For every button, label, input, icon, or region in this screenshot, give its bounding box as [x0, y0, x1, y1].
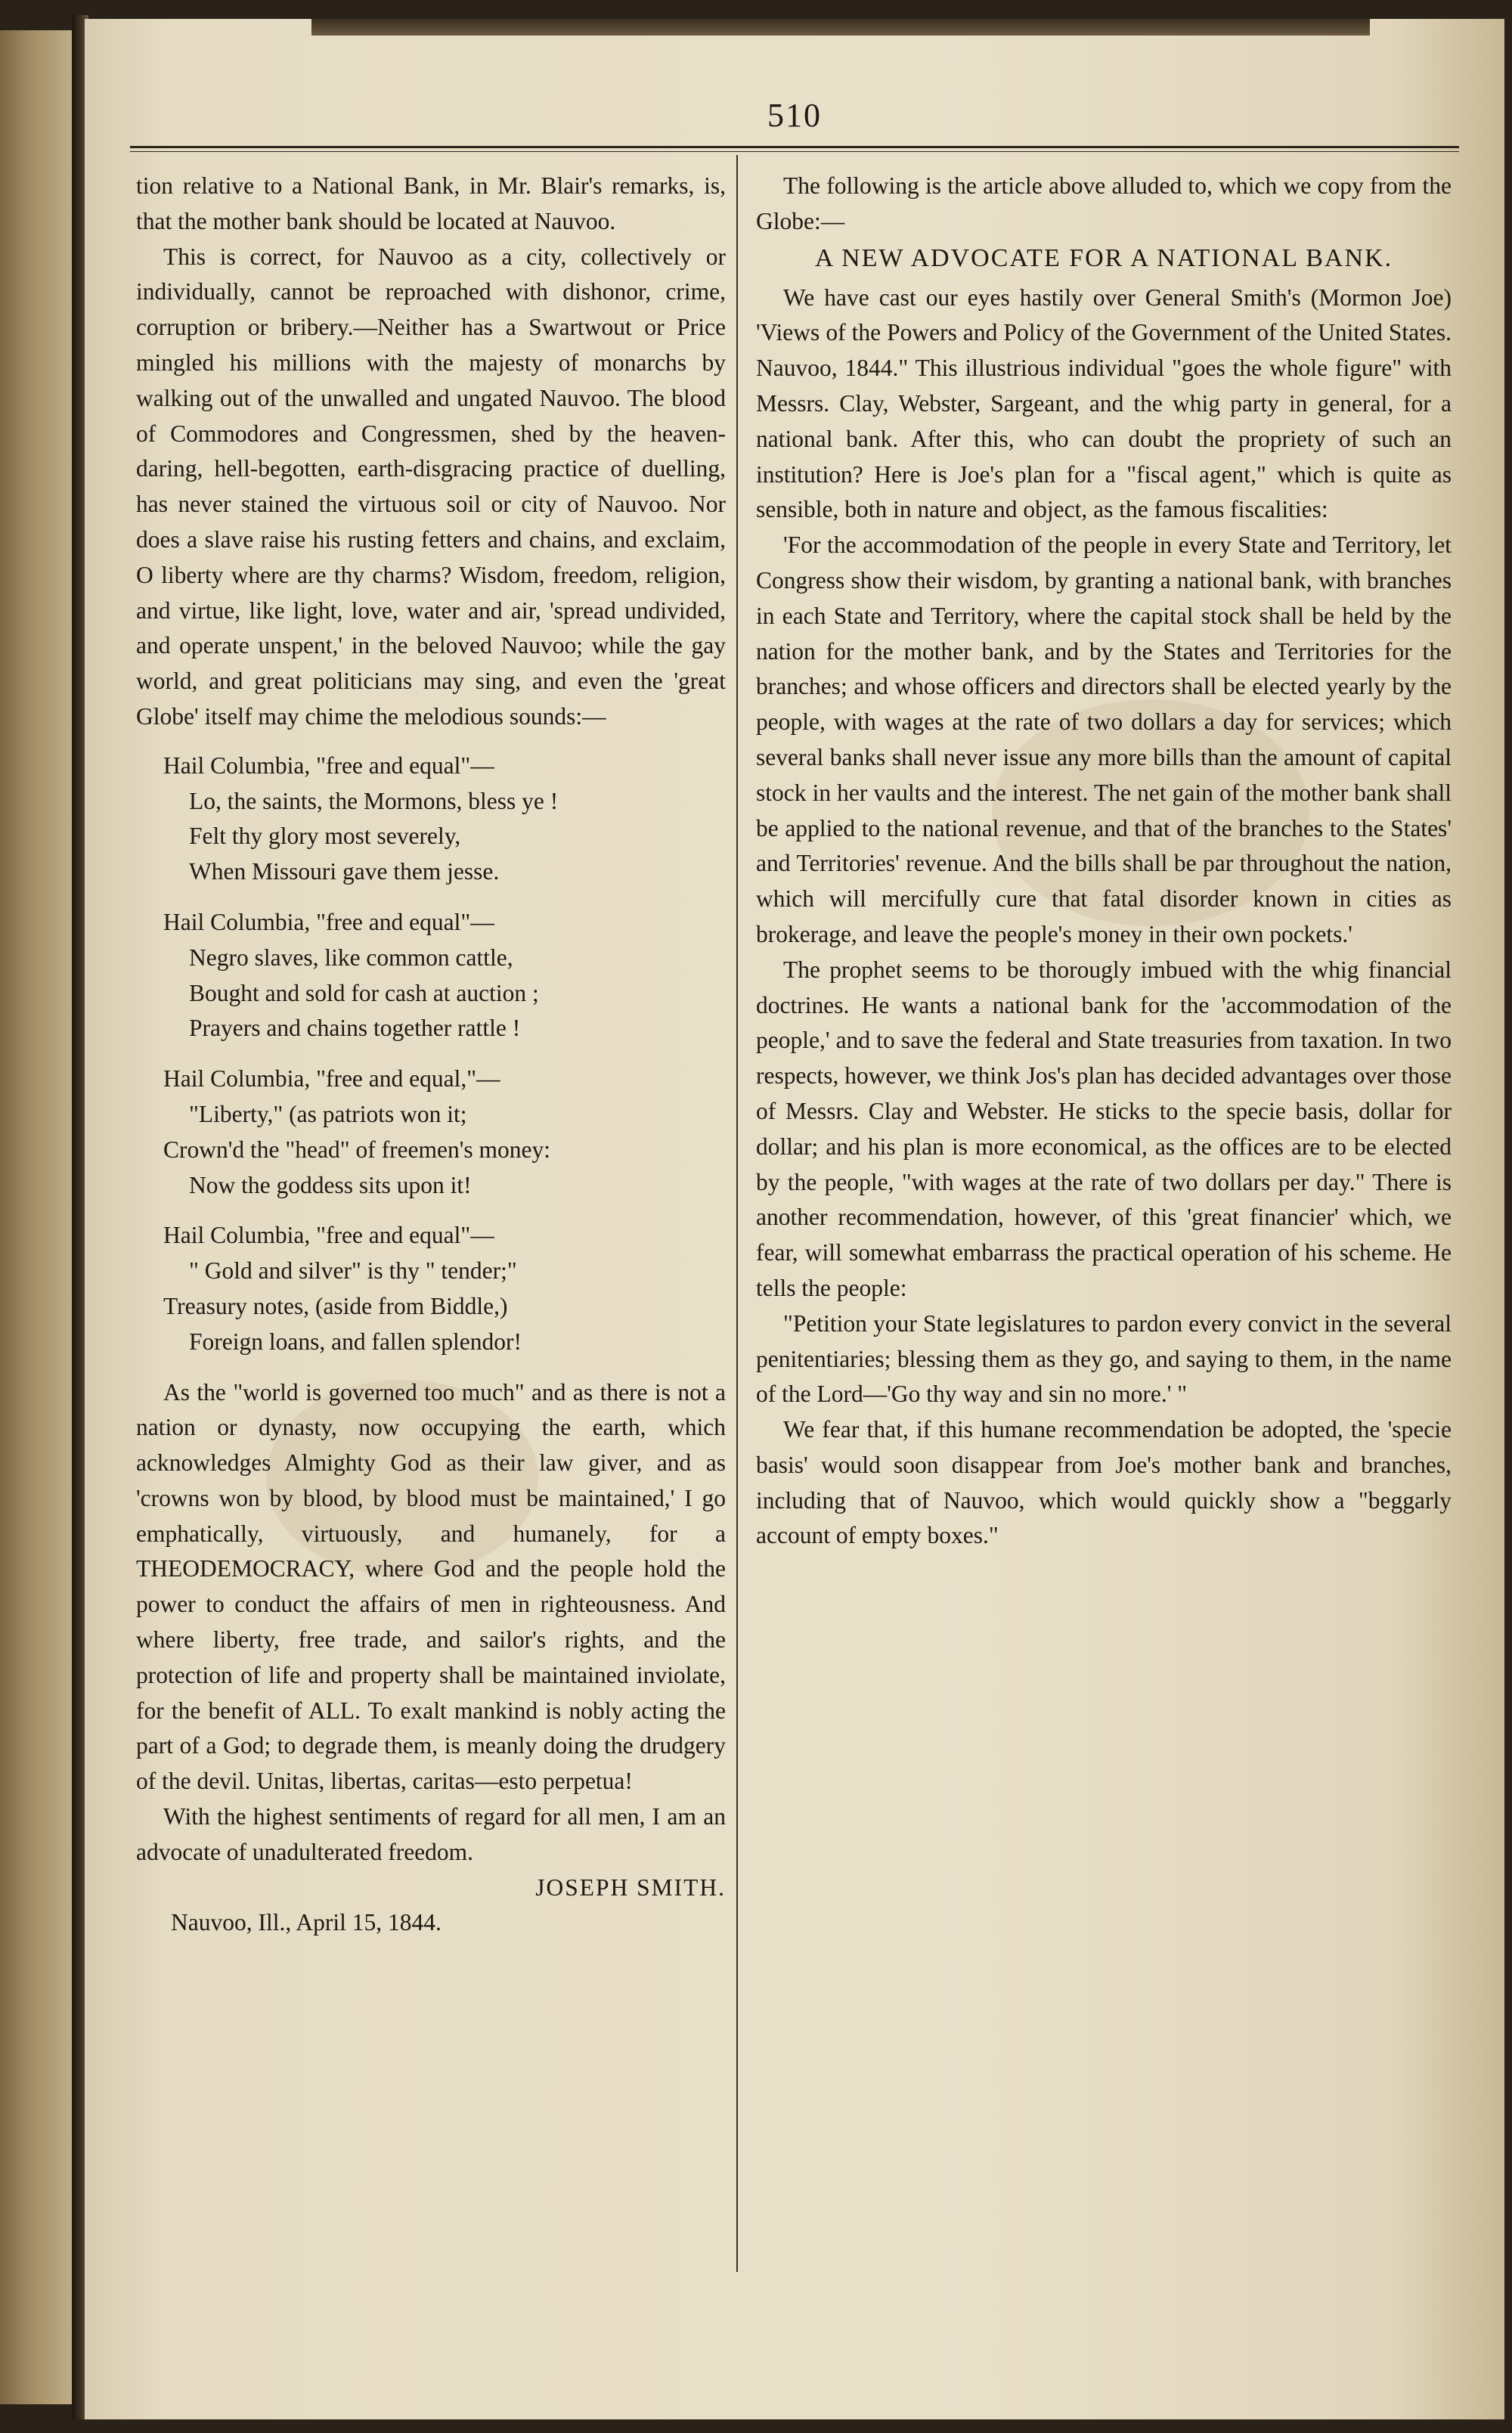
- verse-line: Foreign loans, and fallen splendor!: [189, 1328, 522, 1355]
- header-rule: [130, 146, 1459, 152]
- signature-name: JOSEPH SMITH.: [535, 1874, 726, 1901]
- paragraph: With the highest sentiments of regard for all men, I am an advocate of unadulterated freedom.: [136, 1803, 726, 1865]
- verse-line: "Liberty," (as patriots won it;: [189, 1100, 467, 1127]
- continued-paragraph: tion relative to a National Bank, in Mr. Blair's remarks, is, that the mother bank should be located at Nauvoo.: [136, 172, 726, 234]
- verse-line: Crown'd the "head" of freemen's money:: [163, 1136, 551, 1163]
- page-top-edge: [311, 19, 1370, 36]
- paragraph: As the "world is governed too much" and as there is not a nation or dynasty, now occupying the earth, which acknowledges Almighty God as their law giver, and as 'crowns won by blood, by blood must be maintained,' I go emphatically, virtuously, and humanely, for a THEODEMOCRACY, where God and the people hold the power to conduct the affairs of men in righteousness. And where liberty, free trade, and sailor's rights, and the protection of life and property shall be maintained inviolate, for the benefit of ALL. To exalt mankind is nobly acting the part of a God; to degrade them, is meanly doing the drudgery of the devil. Unitas, libertas, caritas—esto perpetua!: [136, 1378, 726, 1795]
- verse-line: Bought and sold for cash at auction ;: [189, 979, 539, 1006]
- verse-line: Treasury notes, (aside from Biddle,): [163, 1292, 508, 1319]
- article-heading: A NEW ADVOCATE FOR A NATIONAL BANK.: [814, 243, 1393, 272]
- verse-line: Hail Columbia, "free and equal,"—: [163, 1065, 500, 1093]
- right-column: [756, 169, 1452, 1554]
- newspaper-page: [85, 19, 1504, 2419]
- verse-line: Hail Columbia, "free and equal"—: [163, 1222, 494, 1249]
- column-divider: [736, 155, 738, 2272]
- signature-place-date: Nauvoo, Ill., April 15, 1844.: [171, 1909, 442, 1936]
- verse-line: Hail Columbia, "free and equal"—: [163, 908, 494, 935]
- facing-page-edge: [0, 30, 72, 2404]
- page-number: 510: [767, 97, 822, 134]
- left-column: [136, 169, 726, 1941]
- verse-stanza: [136, 905, 726, 1046]
- verse-line: Felt thy glory most severely,: [189, 823, 461, 850]
- paragraph: We have cast our eyes hastily over General Smith's (Mormon Joe) 'Views of the Powers and Policy of the Government of the United States. Nauvoo, 1844." This illustrious individual "goes the whole figure" with Messrs. Clay, Webster, Sargeant, and the whig party in general, for a national bank. After this, who can doubt the propriety of such an institution? Here is Joe's plan for a "fiscal agent," which is quite as sensible, both in nature and object, as the famous fiscalities:: [756, 284, 1452, 523]
- paragraph: We fear that, if this humane recommendation be adopted, the 'specie basis' would soon disappear from Joe's mother bank and branches, including that of Nauvoo, which would quickly show a "beggarly account of empty boxes.": [756, 1416, 1452, 1549]
- paragraph: "Petition your State legislatures to pardon every convict in the several penitentiaries; blessing them as they go, and saying to them, in the name of the Lord—'Go thy way and sin no more.' ": [756, 1309, 1452, 1408]
- verse-line: Prayers and chains together rattle !: [189, 1015, 521, 1042]
- paragraph: This is correct, for Nauvoo as a city, collectively or individually, cannot be reproached with dishonor, crime, corruption or bribery.—Neither has a Swartwout or Price mingled his millions with the majesty of monarchs by walking out of the unwalled and ungated Nauvoo. The blood of Commodores and Congressmen, shed by the heaven-daring, hell-begotten, earth-disgracing practice of duelling, has never stained the virtuous soil or city of Nauvoo. Nor does a slave raise his rusting fetters and chains, and exclaim, O liberty where are thy charms? Wisdom, freedom, religion, and virtue, like light, love, water and air, 'spread undivided, and operate unspent,' in the beloved Nauvoo; while the gay world, and great politicians may sing, and even the 'great Globe' itself may chime the melodious sounds:—: [136, 243, 726, 730]
- verse-stanza: [136, 1062, 726, 1203]
- paragraph: The prophet seems to be thorougly imbued with the whig financial doctrines. He wants a national bank for the 'accommodation of the people,' and to save the federal and State treasuries from taxation. In two respects, however, we think Jos's plan has decided advantages over those of Messrs. Clay and Webster. He sticks to the specie basis, dollar for dollar; and his plan is more economical, as the offices are to be elected by the people, "with wages at the rate of two dollars per day." There is another recommendation, however, of this 'great financier' which, we fear, will somewhat embarrass the practical operation of his scheme. He tells the people:: [756, 956, 1452, 1301]
- verse-stanza: [136, 1218, 726, 1359]
- verse-line: Now the goddess sits upon it!: [189, 1171, 472, 1198]
- verse-stanza: [136, 748, 726, 890]
- verse-line: Hail Columbia, "free and equal"—: [163, 752, 494, 779]
- paragraph: 'For the accommodation of the people in every State and Territory, let Congress show their wisdom, by granting a national bank, with branches in each State and Territory, where the capital stock shall be held by the nation for the mother bank, and by the States and Territories for the branches; and whose officers and directors shall be elected yearly by the people, with wages at the rate of two dollars a day for services; which several banks shall never issue any more bills than the amount of capital stock in her vaults and the interest. The net gain of the mother bank shall be applied to the national revenue, and that of the branches to the States' and Territories' revenue. And the bills shall be par throughout the nation, which will mercifully cure that fatal disorder known in cities as brokerage, and leave the people's money in their own pockets.': [756, 532, 1452, 947]
- signature-block: [136, 1870, 726, 1906]
- verse-line: Lo, the saints, the Mormons, bless ye !: [189, 787, 559, 814]
- lead-paragraph: The following is the article above alluded to, which we copy from the Globe:—: [756, 172, 1452, 234]
- verse-line: When Missouri gave them jesse.: [189, 858, 500, 885]
- verse-line: " Gold and silver" is thy " tender;": [189, 1257, 517, 1285]
- verse-line: Negro slaves, like common cattle,: [189, 944, 513, 971]
